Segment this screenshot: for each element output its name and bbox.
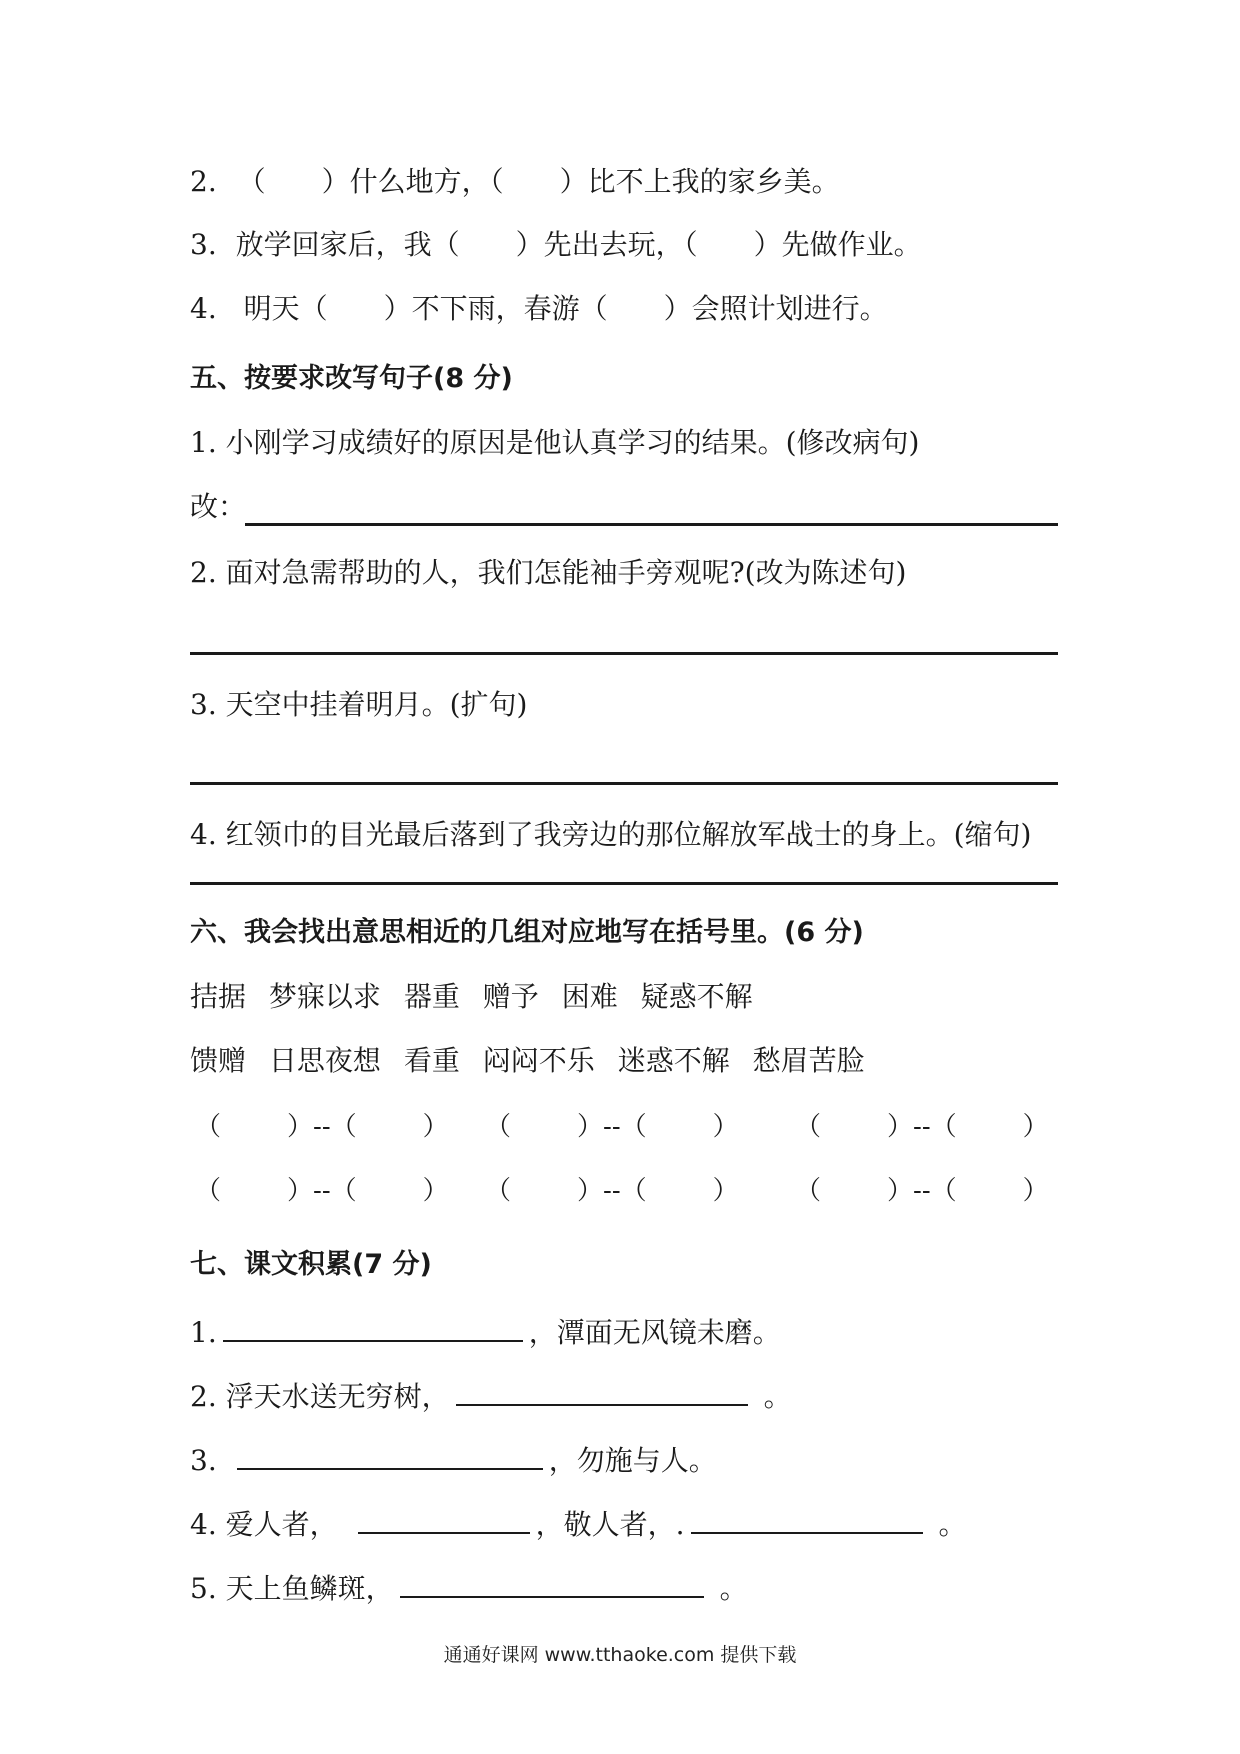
text: ）先做作业。 [753, 228, 922, 261]
answer-line-2[interactable] [190, 652, 1058, 655]
text: 。 [719, 1572, 748, 1605]
question-number: 1. [190, 1316, 217, 1349]
sec5-question-1: 1. 小刚学习成绩好的原因是他认真学习的结果。(修改病句) [190, 426, 920, 459]
pair-slot[interactable]: （ ）--（ ） [795, 1176, 1049, 1206]
text: ，勿施与人。 [548, 1444, 717, 1477]
text: ，敬人者，. [535, 1508, 685, 1541]
word-row-2 [190, 1044, 865, 1078]
sec7-question-2 [190, 1376, 792, 1414]
pair-slot[interactable]: （ ）--（ ） [485, 1176, 739, 1206]
word: 愁眉苦脸 [752, 1044, 865, 1077]
word: 赠予 [482, 980, 539, 1013]
fill-blank[interactable] [456, 1376, 748, 1406]
fill-blank[interactable] [358, 1504, 530, 1534]
text: 4. 爱人者， [190, 1508, 338, 1541]
text: 。 [763, 1380, 792, 1413]
section-5-heading: 五、按要求改写句子(8 分) [190, 363, 513, 394]
sec7-question-3 [190, 1440, 717, 1478]
word: 闷闷不乐 [482, 1044, 595, 1077]
question-number: 3. [190, 228, 217, 261]
text: 。 [938, 1508, 967, 1541]
word: 梦寐以求 [268, 980, 381, 1013]
fill-blank[interactable] [223, 1312, 523, 1342]
sec7-question-4 [190, 1504, 967, 1542]
question-number: 4. [190, 292, 217, 325]
pair-slot[interactable]: （ ）--（ ） [195, 1176, 449, 1206]
word: 日思夜想 [268, 1044, 381, 1077]
sec5-answer-label: 改： [190, 490, 247, 523]
text: ）比不上我的家乡美。 [559, 165, 840, 198]
text: ）会照计划进行。 [663, 292, 888, 325]
word-row-1 [190, 980, 753, 1014]
word: 疑惑不解 [640, 980, 753, 1013]
sec5-question-2: 2. 面对急需帮助的人，我们怎能袖手旁观呢?(改为陈述句) [190, 556, 907, 589]
page-footer: 通通好课网 www.tthaoke.com 提供下载 [443, 1644, 797, 1666]
section-7-heading: 七、课文积累(7 分) [190, 1249, 432, 1280]
word: 困难 [561, 980, 618, 1013]
text: ）不下雨，春游（ [383, 292, 608, 325]
sec4-question-2 [190, 165, 840, 199]
question-number: 3. [190, 1444, 217, 1477]
sec5-question-3: 3. 天空中挂着明月。(扩句) [190, 688, 528, 721]
fill-blank[interactable] [691, 1504, 923, 1534]
fill-blank[interactable] [237, 1440, 543, 1470]
text: ，潭面无风镜未磨。 [528, 1316, 781, 1349]
section-6-heading: 六、我会找出意思相近的几组对应地写在括号里。(6 分) [190, 917, 864, 948]
question-number: 2. [190, 165, 217, 198]
text: （ [237, 165, 266, 198]
sec4-question-4 [190, 292, 888, 326]
word: 器重 [403, 980, 460, 1013]
answer-line-4[interactable] [190, 882, 1058, 885]
text: ）先出去玩，（ [515, 228, 698, 261]
pair-slot[interactable]: （ ）--（ ） [195, 1112, 449, 1142]
pair-slot[interactable]: （ ）--（ ） [795, 1112, 1049, 1142]
sec5-question-4: 4. 红领巾的目光最后落到了我旁边的那位解放军战士的身上。(缩句) [190, 818, 1032, 851]
text: ）什么地方，（ [321, 165, 504, 198]
answer-line-1[interactable] [245, 523, 1058, 526]
word: 馈赠 [190, 1044, 247, 1077]
text: 2. 浮天水送无穷树， [190, 1380, 450, 1413]
text: 明天（ [243, 292, 328, 325]
sec7-question-1 [190, 1312, 781, 1350]
sec4-question-3 [190, 228, 922, 262]
text: 放学回家后，我（ [235, 228, 460, 261]
answer-line-3[interactable] [190, 782, 1058, 785]
fill-blank[interactable] [400, 1568, 704, 1598]
pair-slot[interactable]: （ ）--（ ） [485, 1112, 739, 1142]
sec7-question-5 [190, 1568, 748, 1606]
word: 迷惑不解 [617, 1044, 730, 1077]
text: 5. 天上鱼鳞斑， [190, 1572, 394, 1605]
word: 拮据 [190, 980, 247, 1013]
word: 看重 [403, 1044, 460, 1077]
